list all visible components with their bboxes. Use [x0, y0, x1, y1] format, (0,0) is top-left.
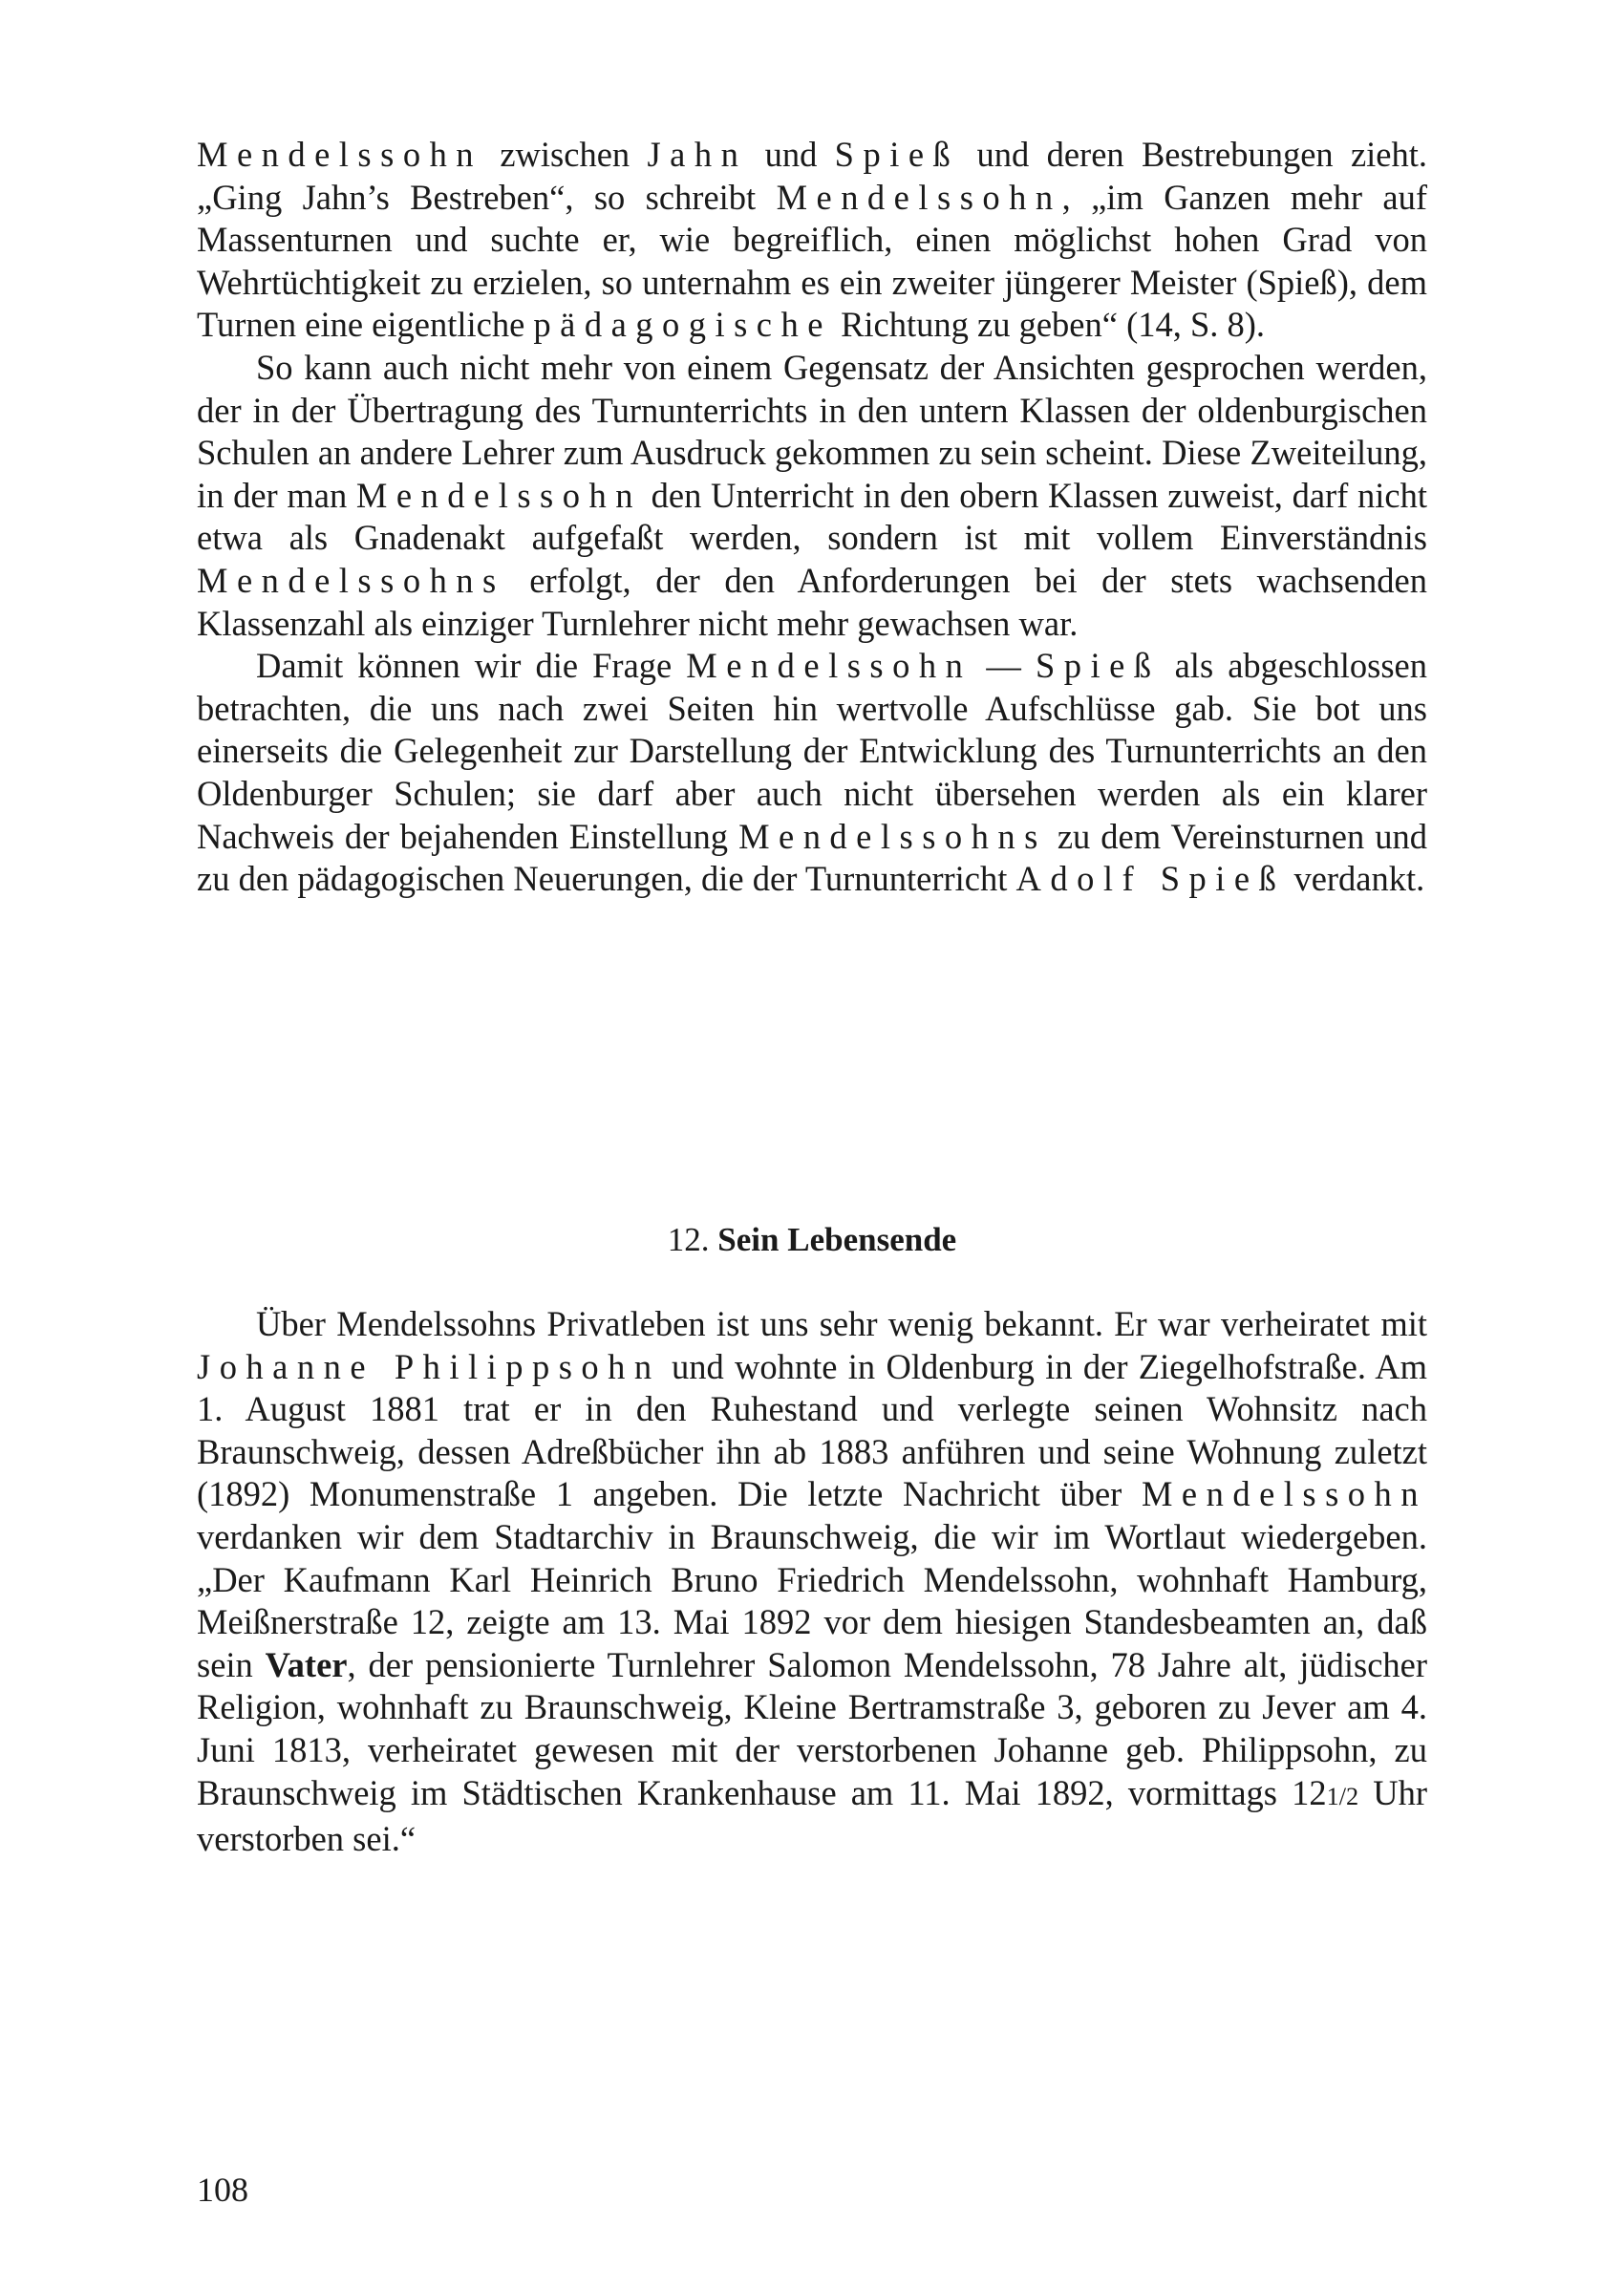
spaced-name: Spieß — [1035, 646, 1161, 686]
spaced-name: Mendelssohn — [355, 475, 642, 515]
text-run: und deren Bestrebungen zieht. „Ging Jahn’s Bestreben“, so schreibt — [197, 135, 1428, 217]
text-run: erfolgt, der den Anforderungen bei der stets wachsenden Klassenzahl als einziger Turnlehrer nicht mehr gewachsen war. — [197, 560, 1427, 643]
text-run: — — [972, 646, 1036, 686]
spaced-name: Johanne Philippsohn — [197, 1346, 661, 1386]
bold-word: Vater — [265, 1644, 348, 1684]
fraction: 1/2 — [1326, 1782, 1359, 1810]
section-title: Sein Lebensende — [717, 1221, 957, 1258]
spaced-word: pädagogische — [533, 305, 832, 345]
text-run: zu dem Vereinsturnen und zu den pädagogischen Neuerungen, die der Turnunterricht — [197, 816, 1427, 899]
text-run: So kann auch nicht mehr von einem Gegensatz der Ansichten gesprochen werden, der in der Übertragung des Turnunterrichts in den untern Klassen der oldenburgischen Schulen an andere Lehrer zum Ausdruck gekommen zu sein scheint. Diese Zweiteilung, in der man — [197, 347, 1427, 515]
spaced-name: Mendelssohn — [776, 177, 1062, 217]
text-run: den Unterricht in den obern Klassen zuweist, darf nicht etwa als Gnadenakt aufgefaßt werden, sondern ist mit vollem Einverständnis — [197, 475, 1428, 558]
spaced-name: Mendelssohns — [738, 816, 1047, 856]
section-heading — [197, 1219, 1427, 1261]
text-run: Damit können wir die Frage — [256, 646, 687, 686]
page-number: 108 — [197, 2171, 248, 2209]
text-run: zwischen — [482, 135, 648, 174]
spaced-name: Adolf Spieß — [1015, 859, 1286, 899]
text-run: verdanken wir dem Stadtarchiv in Braunschweig, die wir im Wortlaut wiedergeben. „Der Kaufmann Karl Heinrich Bruno Friedrich Mendelssohn, wohnhaft Hamburg, Meißnerstraße 12, zeigte am 13. Mai 1892 vor dem hiesigen Standesbeamten an, daß sein — [197, 1516, 1427, 1684]
spaced-name: Spieß — [834, 135, 960, 174]
section-lebensende — [197, 1303, 1427, 1861]
spaced-name: Jahn — [647, 135, 748, 174]
paragraph-1 — [197, 134, 1427, 347]
paragraph-4 — [197, 1303, 1427, 1861]
paragraph-3 — [197, 645, 1427, 901]
text-run: verdankt. — [1285, 859, 1425, 899]
spaced-name: Mendelssohns — [197, 560, 505, 600]
text-run: als abgeschlossen betrachten, die uns nach zwei Seiten hin wertvolle Aufschlüsse gab. Sie bot uns einerseits die Gelegenheit zur Darstellung der Entwicklung des Turnunterrichts an den Oldenburger Schulen; sie darf aber auch nicht übersehen werden als ein klarer Nachweis der bejahenden Einstellung — [197, 646, 1427, 856]
spaced-name: Mendelssohn — [197, 135, 483, 174]
text-run: , der pensionierte Turnlehrer Salomon Mendelssohn, 78 Jahre alt, jüdischer Religion, wohnhaft zu Braunschweig, Kleine Bertramstraße 3, geboren zu Jever am 4. Juni 1813, verheiratet gewesen mit der verstorbenen Johanne geb. Philippsohn, zu Braunschweig im Städtischen Krankenhause am 11. Mai 1892, vormittags 12 — [197, 1644, 1427, 1812]
text-run: Über Mendelssohns Privatleben ist uns sehr wenig bekannt. Er war verheiratet mit — [256, 1304, 1427, 1343]
spaced-name: Mendelssohn — [1141, 1474, 1427, 1514]
text-run: und wohnte in Oldenburg in der Ziegelhofstraße. Am 1. August 1881 trat er in den Ruhestand und verlegte seinen Wohnsitz nach Braunschweig, dessen Adreßbücher ihn ab 1883 anführen und seine Wohnung zuletzt (1892) Monumenstraße 1 angeben. Die letzte Nachricht über — [197, 1346, 1428, 1514]
text-run: und — [747, 135, 835, 174]
text-run: Richtung zu geben“ (14, S. 8). — [831, 305, 1266, 345]
section-number: 12. — [667, 1221, 718, 1258]
spaced-name: Mendelssohn — [686, 646, 972, 686]
page-body — [197, 134, 1428, 1859]
text-run: Uhr verstorben sei.“ — [197, 1772, 1428, 1859]
text-run: , „im Ganzen mehr auf Massenturnen und suchte er, wie begreiflich, einen möglichst hohen Grad von Wehrtüchtigkeit zu erzielen, so unternahm es ein zweiter jüngerer Meister (Spieß), dem Turnen eine eigentliche — [197, 177, 1428, 345]
paragraph-2 — [197, 347, 1427, 645]
